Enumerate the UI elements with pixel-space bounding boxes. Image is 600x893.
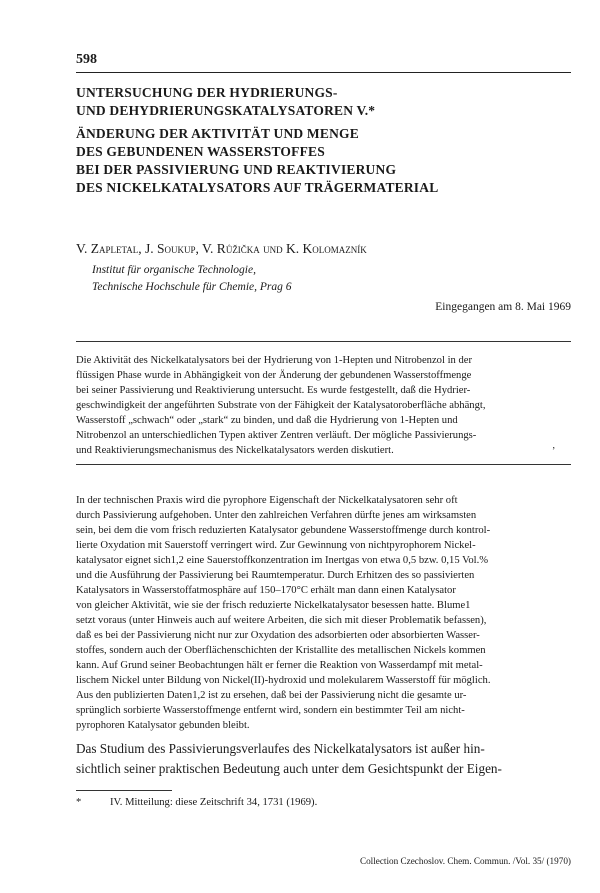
footnote — [76, 797, 317, 808]
title-line: BEI DER PASSIVIERUNG UND REAKTIVIERUNG — [76, 162, 397, 177]
received-date: Eingegangen am 8. Mai 1969 — [435, 301, 571, 313]
footnote-marker: * — [76, 797, 82, 808]
institute-line: Institut für organische Technologie, — [92, 264, 256, 276]
title-line: DES GEBUNDENEN WASSERSTOFFES — [76, 144, 325, 159]
body-line: In der technischen Praxis wird die pyrophore Eigenschaft der Nickelkatalysatoren sehr oft — [76, 495, 458, 506]
body-line: pyrophoren Katalysator gebunden bleibt. — [76, 720, 250, 731]
body-line: daß es bei der Passivierung nicht nur zur Oxydation des adsorbierten oder absorbierten Wasser- — [76, 630, 480, 641]
body-line: lierte Oxydation mit Sauerstoff verringert wird. Zur Gewinnung von nichtpyrophorem Nickel- — [76, 540, 476, 551]
body-line-large: sichtlich seiner praktischen Bedeutung auch unter dem Gesichtspunkt der Eigen- — [76, 761, 502, 776]
abstract-line: Nitrobenzol an unterschiedlichen Typen aktiver Zentren verläuft. Der mögliche Passivierungs- — [76, 430, 477, 441]
body-line: stoffes, sondern auch der Oberflächenschichten der Kristallite des metallischen Nickels kommen — [76, 645, 486, 656]
body-line: durch Passivierung aufgehoben. Unter den zahlreichen Verfahren dürfte jenes am wirksamsten — [76, 510, 477, 521]
body-line: Aus den publizierten Daten1,2 ist zu ersehen, daß bei der Passivierung nicht die gesamte ur- — [76, 690, 467, 701]
abstract-line: bei seiner Passivierung und Reaktivierung untersucht. Es wurde festgestellt, daß die Hydrier- — [76, 385, 471, 396]
footnote-text: IV. Mitteilung: diese Zeitschrift 34, 1731 (1969). — [110, 797, 318, 808]
body-line-large: Das Studium des Passivierungsverlaufes des Nickelkatalysators ist außer hin- — [76, 741, 485, 756]
institute-line: Technische Hochschule für Chemie, Prag 6 — [92, 281, 292, 293]
body-line: kann. Auf Grund seiner Beobachtungen hält er ferner die Reaktion von Wasserdampf mit metal- — [76, 660, 483, 671]
body-line: Katalysators in Wasserstoffatmosphäre auf 150–170°C erhält man dann einen Katalysator — [76, 585, 456, 596]
body-line: lischem Nickel unter Bildung von Nickel(II)-hydroxid und molekularem Wasserstoff für möglich. — [76, 675, 491, 686]
abstract-stray-mark: ’ — [552, 446, 556, 457]
body-line: und die Ausführung der Passivierung bei Raumtemperatur. Durch Erhitzen des so passivierten — [76, 570, 475, 581]
authors: V. Zapletal, J. Soukup, V. Růžička und K. Kolomazník — [76, 241, 367, 256]
body-line: von gleicher Aktivität, wie sie der frisch reduzierte Nickelkatalysator besessen hatte. Blume1 — [76, 600, 471, 611]
body-line: katalysator eignet sich1,2 eine Sauerstoffkonzentration im Inertgas von etwa 0,5 bzw. 0,15 Vol.% — [76, 555, 489, 566]
page-number: 598 — [76, 52, 97, 67]
abstract-line: Wasserstoff „schwach“ oder „stark“ zu binden, und daß die Hydrierung von 1-Hepten und — [76, 415, 458, 426]
article-title — [76, 84, 571, 197]
journal-citation: Collection Czechoslov. Chem. Commun. /Vol. 35/ (1970) — [359, 856, 571, 866]
abstract-line: und Reaktivierungsmechanismus des Nickelkatalysators werden diskutiert. — [76, 445, 394, 456]
footnote-rule — [76, 790, 172, 791]
title-line: DES NICKELKATALYSATORS AUF TRÄGERMATERIAL — [76, 180, 439, 195]
title-line: UNTERSUCHUNG DER HYDRIERUNGS- — [76, 85, 338, 100]
header-rule — [76, 72, 571, 73]
abstract-box — [76, 341, 571, 465]
abstract-line: geschwindigkeit der angeführten Substrate von der Fähigkeit der Katalysatoroberfläche abhängt, — [76, 400, 486, 411]
institute — [92, 262, 292, 296]
abstract-line: Die Aktivität des Nickelkatalysators bei der Hydrierung von 1-Hepten und Nitrobenzol in der — [76, 355, 472, 366]
body-line: setzt voraus (unter Hinweis auch auf weitere Arbeiten, die sich mit dieser Problematik befassen), — [76, 615, 487, 626]
body-line: sein, bei dem die vom frisch reduzierten Katalysator gebundene Wasserstoffmenge durch kontrol- — [76, 525, 491, 536]
title-line: ÄNDERUNG DER AKTIVITÄT UND MENGE — [76, 126, 359, 141]
title-line: UND DEHYDRIERUNGSKATALYSATOREN V.* — [76, 103, 376, 118]
abstract-line: flüssigen Phase wurde in Abhängigkeit von der Änderung der gebundenen Wasserstoffmenge — [76, 370, 472, 381]
body-line: sprünglich sorbierte Wasserstoffmenge entfernt wird, sondern ein bestimmter Teil am nicht- — [76, 705, 465, 716]
